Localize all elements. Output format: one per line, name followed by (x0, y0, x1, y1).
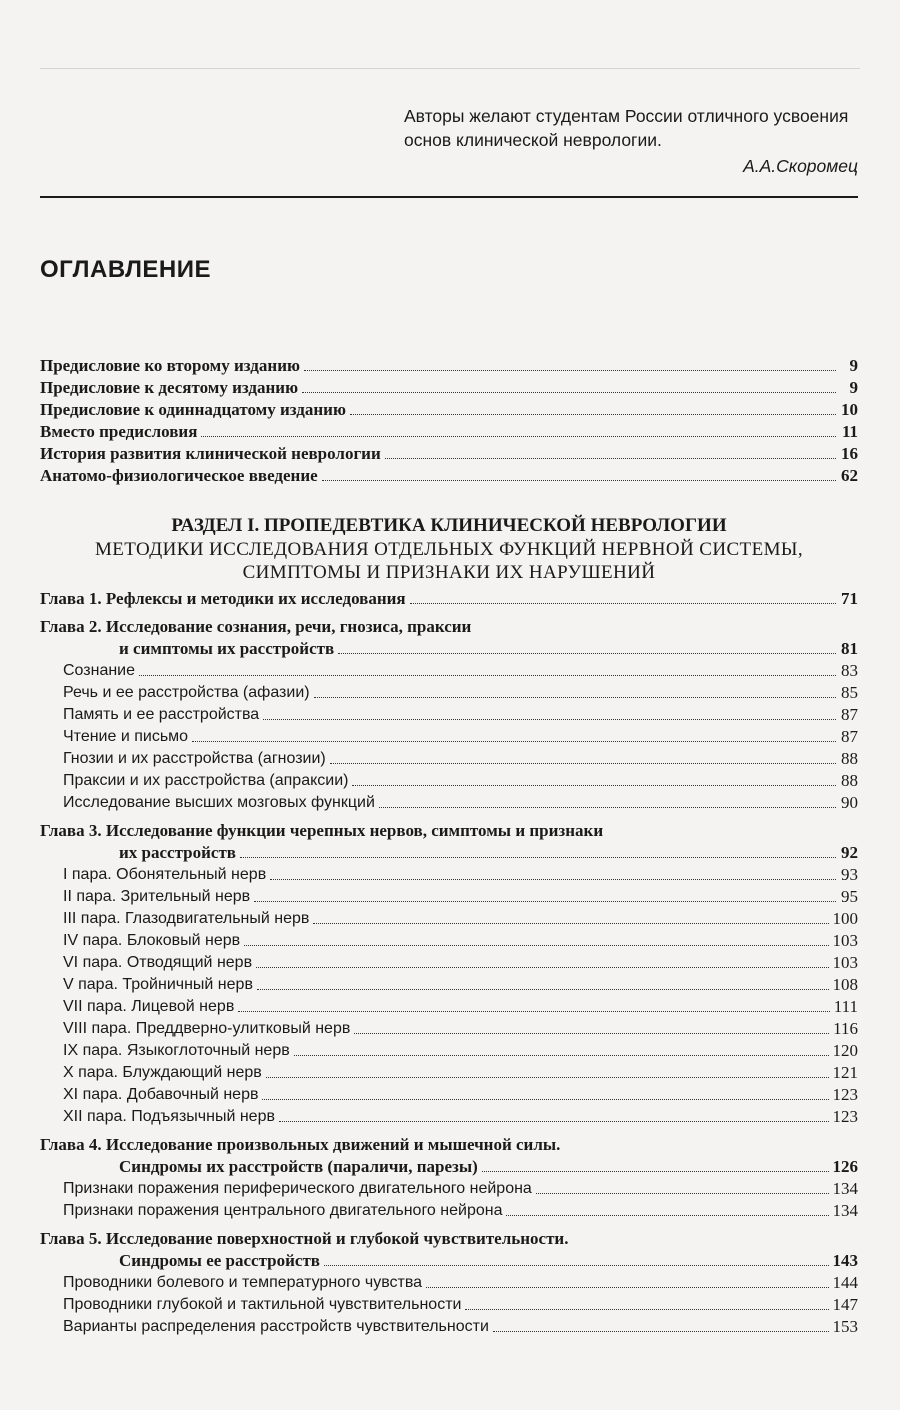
dot-leader (352, 785, 836, 786)
dot-leader (350, 414, 836, 415)
entry-label: III пара. Глазодвигательный нерв (63, 910, 310, 927)
chapter-entry (40, 842, 858, 864)
subsection-entry (40, 908, 858, 930)
entry-label: Сознание (63, 662, 136, 679)
page-number: 153 (832, 1317, 858, 1336)
entry-label: XII пара. Подъязычный нерв (63, 1108, 275, 1125)
page-number: 120 (832, 1041, 858, 1060)
entry-label: IX пара. Языкоглоточный нерв (63, 1042, 290, 1059)
entry-label: их расстройств (119, 843, 236, 862)
entry-label: Предисловие к десятому изданию (40, 378, 299, 397)
chapter-entry (40, 638, 858, 660)
front-entry (40, 377, 858, 399)
entry-label: Предисловие ко второму изданию (40, 356, 300, 375)
entry-label: Варианты распределения расстройств чувствительности (63, 1318, 489, 1335)
front-entry (40, 399, 858, 421)
chapter-entry (40, 1250, 858, 1272)
dot-leader (330, 763, 836, 764)
front-entry (40, 465, 858, 487)
dedication-signature: А.А.Скоромец (743, 156, 858, 176)
dot-leader (263, 719, 836, 720)
dot-leader (262, 1099, 828, 1100)
entry-label: Исследование высших мозговых функций (63, 794, 375, 811)
entry-label: Признаки поражения центрального двигательного нейрона (63, 1202, 503, 1219)
entry-label: Глава 1. Рефлексы и методики их исследования (40, 589, 406, 608)
page-number: 88 (841, 749, 858, 768)
entry-label: Праксии и их расстройства (апраксии) (63, 772, 349, 789)
dot-leader (254, 901, 836, 902)
entry-label: Предисловие к одиннадцатому изданию (40, 400, 346, 419)
dot-leader (322, 480, 836, 481)
dot-leader (294, 1055, 829, 1056)
page-number: 90 (841, 793, 858, 812)
entry-label: Память и ее расстройства (63, 706, 260, 723)
page-number: 87 (841, 705, 858, 724)
subsection-entry (40, 952, 858, 974)
page-number: 108 (832, 975, 858, 994)
subsection-entry (40, 660, 858, 682)
subsection-entry (40, 1316, 858, 1338)
page-number: 83 (841, 661, 858, 680)
front-entry (40, 421, 858, 443)
dot-leader (482, 1171, 829, 1172)
page-title: ОГЛАВЛЕНИЕ (40, 256, 212, 283)
dot-leader (201, 436, 836, 437)
subsection-entry (40, 974, 858, 996)
page-number: 134 (832, 1201, 858, 1220)
page-number: 87 (841, 727, 858, 746)
page-number: 134 (832, 1179, 858, 1198)
entry-label: VI пара. Отводящий нерв (63, 954, 253, 971)
entry-label: Гнозии и их расстройства (агнозии) (63, 750, 326, 767)
subsection-entry (40, 682, 858, 704)
dot-leader (139, 675, 836, 676)
chapter-title: Глава 3. Исследование функции черепных нервов, симптомы и признаки (40, 821, 604, 840)
page-number: 9 (849, 378, 858, 397)
page-number: 121 (832, 1063, 858, 1082)
dot-leader (266, 1077, 829, 1078)
chapter-entry (40, 588, 858, 610)
dot-leader (279, 1121, 829, 1122)
chapters-list (40, 588, 858, 1338)
entry-label: и симптомы их расстройств (119, 639, 335, 658)
subsection-entry (40, 792, 858, 814)
entry-label: VIII пара. Преддверно-улитковый нерв (63, 1020, 351, 1037)
dot-leader (324, 1265, 829, 1266)
subsection-entry (40, 1200, 858, 1222)
subsection-entry (40, 1294, 858, 1316)
subsection-entry (40, 1178, 858, 1200)
entry-label: I пара. Обонятельный нерв (63, 866, 267, 883)
dot-leader (240, 857, 836, 858)
subsection-entry (40, 770, 858, 792)
subsection-entry (40, 996, 858, 1018)
entry-label: История развития клинической неврологии (40, 444, 381, 463)
section-title: РАЗДЕЛ I. ПРОПЕДЕВТИКА КЛИНИЧЕСКОЙ НЕВРОЛОГИИ (171, 515, 727, 536)
dedication (370, 104, 858, 178)
page-number: 81 (841, 639, 858, 658)
section-subtitle-2: СИМПТОМЫ И ПРИЗНАКИ ИХ НАРУШЕНИЙ (242, 562, 656, 583)
dot-leader (256, 967, 828, 968)
chapter-title: Глава 4. Исследование произвольных движений и мышечной силы. (40, 1135, 561, 1154)
entry-label: Анатомо-физиологическое введение (40, 466, 318, 485)
entry-label: Синдромы их расстройств (параличи, парезы) (119, 1157, 478, 1176)
chapter-title: Глава 5. Исследование поверхностной и глубокой чувствительности. (40, 1229, 569, 1248)
page-number: 88 (841, 771, 858, 790)
section-subtitle-1: МЕТОДИКИ ИССЛЕДОВАНИЯ ОТДЕЛЬНЫХ ФУНКЦИЙ НЕРВНОЙ СИСТЕМЫ, (95, 539, 803, 560)
entry-label: Синдромы ее расстройств (119, 1251, 320, 1270)
page-number: 92 (841, 843, 858, 862)
dot-leader (426, 1287, 828, 1288)
entry-label: Речь и ее расстройства (афазии) (63, 684, 310, 701)
dot-leader (465, 1309, 828, 1310)
entry-label: Вместо предисловия (40, 422, 198, 441)
page-number: 123 (832, 1085, 858, 1104)
page-number: 147 (832, 1295, 858, 1314)
entry-label: V пара. Тройничный нерв (63, 976, 253, 993)
subsection-entry (40, 930, 858, 952)
subsection-entry (40, 748, 858, 770)
page-number: 95 (841, 887, 858, 906)
subsection-entry (40, 1106, 858, 1128)
dot-leader (536, 1193, 829, 1194)
dot-leader (238, 1011, 829, 1012)
dot-leader (244, 945, 828, 946)
subsection-entry (40, 726, 858, 748)
entry-label: Признаки поражения периферического двигательного нейрона (63, 1180, 532, 1197)
page-number: 11 (841, 422, 858, 441)
dot-leader (313, 923, 828, 924)
entry-label: IV пара. Блоковый нерв (63, 932, 241, 949)
chapter-title: Глава 2. Исследование сознания, речи, гнозиса, праксии (40, 617, 472, 636)
page-number: 103 (832, 953, 858, 972)
page-number: 10 (841, 400, 858, 419)
dedication-text: Авторы желают студентам России отличного усвоения основ клинической неврологии. (404, 106, 849, 150)
dot-leader (385, 458, 836, 459)
page-number: 144 (832, 1273, 858, 1292)
page-number: 116 (833, 1019, 858, 1038)
subsection-entry (40, 1062, 858, 1084)
dot-leader (506, 1215, 828, 1216)
dot-leader (379, 807, 836, 808)
dot-leader (354, 1033, 829, 1034)
entry-label: Проводники глубокой и тактильной чувствительности (63, 1296, 462, 1313)
page-number: 16 (841, 444, 858, 463)
subsection-entry (40, 1084, 858, 1106)
dot-leader (192, 741, 836, 742)
subsection-entry (40, 886, 858, 908)
page-number: 71 (841, 589, 858, 608)
entry-label: VII пара. Лицевой нерв (63, 998, 235, 1015)
subsection-entry (40, 864, 858, 886)
entry-label: Чтение и письмо (63, 728, 189, 745)
chapter-entry (40, 1156, 858, 1178)
entry-label: II пара. Зрительный нерв (63, 888, 251, 905)
subsection-entry (40, 1272, 858, 1294)
dot-leader (338, 653, 836, 654)
dot-leader (257, 989, 829, 990)
entry-label: X пара. Блуждающий нерв (63, 1064, 262, 1081)
dot-leader (410, 603, 836, 604)
page-number: 85 (841, 683, 858, 702)
bleed-through-rule (40, 68, 860, 69)
page-number: 62 (841, 466, 858, 485)
entry-label: Проводники болевого и температурного чувства (63, 1274, 423, 1291)
page-number: 93 (841, 865, 858, 884)
divider (40, 196, 858, 198)
dot-leader (304, 370, 836, 371)
front-matter-list (40, 355, 858, 487)
page-number: 100 (832, 909, 858, 928)
page-number: 123 (832, 1107, 858, 1126)
subsection-entry (40, 704, 858, 726)
front-entry (40, 355, 858, 377)
page-number: 103 (832, 931, 858, 950)
section-heading (40, 514, 858, 584)
page-number: 111 (833, 997, 858, 1016)
page-number: 9 (849, 356, 858, 375)
subsection-entry (40, 1018, 858, 1040)
dot-leader (493, 1331, 829, 1332)
dot-leader (314, 697, 836, 698)
front-entry (40, 443, 858, 465)
dot-leader (270, 879, 836, 880)
subsection-entry (40, 1040, 858, 1062)
entry-label: XI пара. Добавочный нерв (63, 1086, 259, 1103)
page-number: 143 (832, 1251, 858, 1270)
dot-leader (302, 392, 836, 393)
page-number: 126 (832, 1157, 858, 1176)
